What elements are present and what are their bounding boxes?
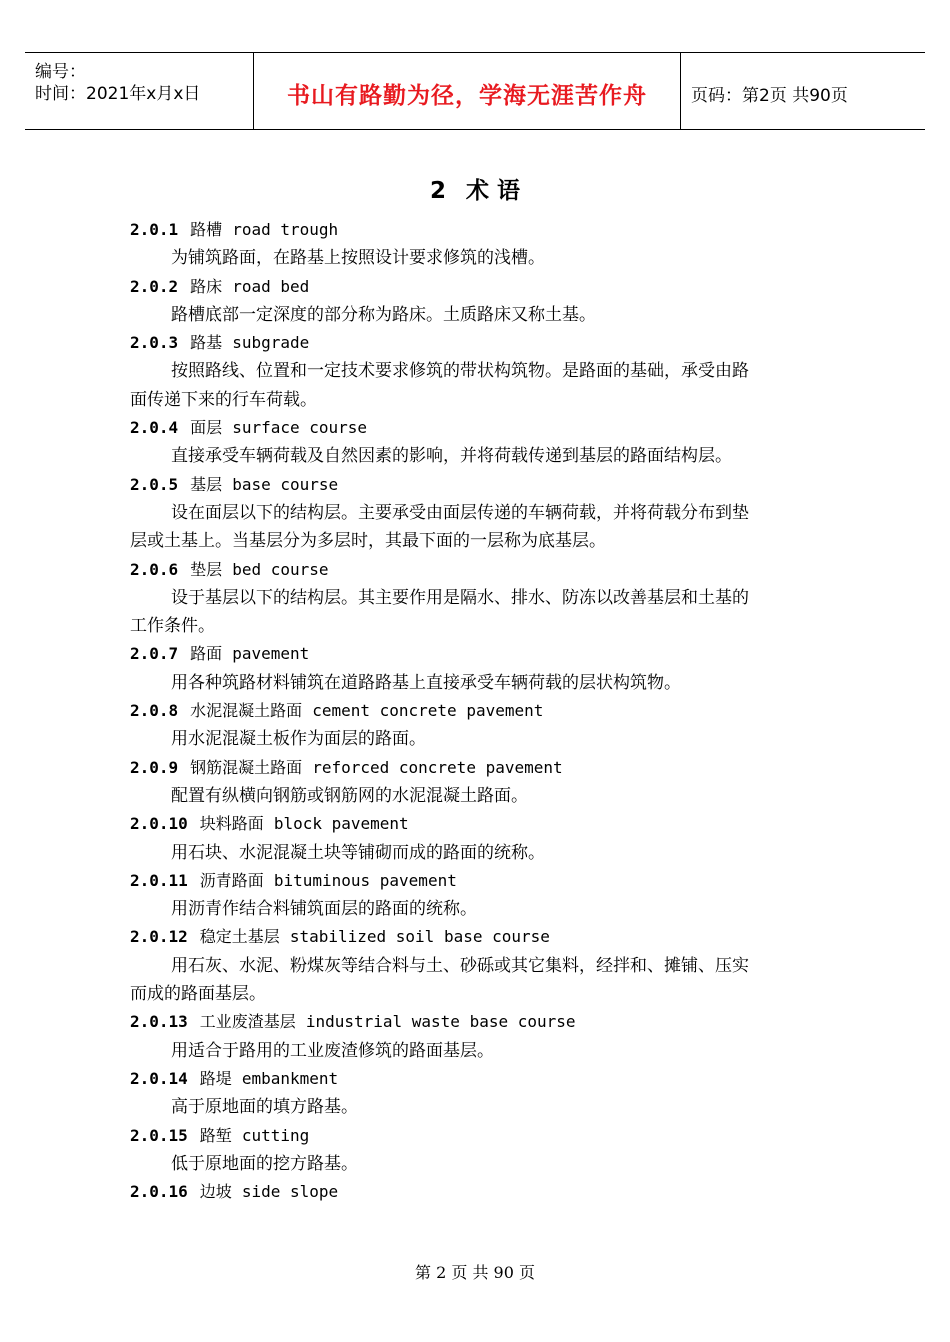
term-english: reforced concrete pavement	[312, 757, 563, 777]
term-definition	[130, 1037, 830, 1065]
term-number: 2.0.10	[130, 814, 188, 834]
section-title	[0, 172, 950, 205]
term-entry	[130, 810, 830, 838]
term-entry	[130, 697, 830, 725]
definition-line: 用水泥混凝土板作为面层的路面。	[171, 729, 426, 750]
term-entry	[130, 1065, 830, 1093]
term-number: 2.0.16	[130, 1182, 188, 1202]
term-chinese: 沥青路面	[199, 870, 264, 890]
term-entry	[130, 754, 830, 782]
definition-line: 为铺筑路面，在路基上按照设计要求修筑的浅槽。	[171, 248, 545, 269]
term-number: 2.0.15	[130, 1125, 188, 1145]
term-chinese: 钢筋混凝土路面	[190, 757, 303, 777]
page-label: 页码：第2页 共90页	[691, 86, 848, 106]
term-definition	[130, 669, 830, 697]
term-chinese: 路面	[190, 644, 223, 664]
term-chinese: 基层	[190, 474, 223, 494]
definition-line: 设于基层以下的结构层。其主要作用是隔水、排水、防冻以改善基层和土基的	[171, 587, 749, 608]
page-header	[25, 52, 925, 130]
term-chinese: 路基	[190, 333, 223, 353]
term-english: road bed	[232, 276, 310, 296]
term-chinese: 面层	[190, 418, 223, 438]
motto: 书山有路勤为径，学海无涯苦作舟	[287, 83, 647, 109]
section-heading: 术 语	[466, 178, 521, 204]
term-number: 2.0.12	[130, 927, 188, 947]
term-entry	[130, 1178, 830, 1206]
term-entry	[130, 556, 830, 584]
term-number: 2.0.13	[130, 1012, 188, 1032]
term-definition	[130, 1093, 830, 1121]
term-chinese: 边坡	[199, 1182, 232, 1202]
term-english: side slope	[241, 1182, 339, 1202]
term-number: 2.0.3	[130, 333, 179, 353]
definition-line: 层或土基上。当基层分为多层时，其最下面的一层称为底基层。	[130, 531, 606, 552]
term-english: surface course	[232, 418, 368, 438]
term-number: 2.0.14	[130, 1068, 188, 1088]
term-definition	[130, 357, 830, 414]
term-definition	[130, 584, 830, 641]
term-entry	[130, 216, 830, 244]
term-entry	[130, 329, 830, 357]
term-english: stabilized soil base course	[289, 927, 550, 947]
section-number: 2	[429, 178, 446, 204]
term-english: cement concrete pavement	[312, 701, 544, 721]
header-motto-cell	[253, 53, 681, 129]
term-english: pavement	[232, 644, 310, 664]
definition-line: 高于原地面的填方路基。	[171, 1097, 358, 1118]
term-definition	[130, 952, 830, 1009]
term-definition	[130, 244, 830, 272]
term-definition	[130, 442, 830, 470]
term-chinese: 块料路面	[199, 814, 264, 834]
term-entry	[130, 1122, 830, 1150]
definition-line: 用沥青作结合料铺筑面层的路面的统称。	[171, 899, 477, 920]
term-chinese: 工业废渣基层	[199, 1012, 296, 1032]
term-entry	[130, 923, 830, 951]
term-english: cutting	[241, 1125, 310, 1145]
term-english: bituminous pavement	[273, 870, 457, 890]
definition-line: 用石块、水泥混凝土块等铺砌而成的路面的统称。	[171, 842, 545, 863]
term-definition	[130, 725, 830, 753]
term-english: subgrade	[232, 333, 310, 353]
term-entry	[130, 414, 830, 442]
term-number: 2.0.9	[130, 757, 179, 777]
header-page-cell	[680, 53, 925, 129]
definition-line: 面传递下来的行车荷载。	[130, 389, 317, 410]
definition-line: 直接承受车辆荷载及自然因素的影响，并将荷载传递到基层的路面结构层。	[171, 446, 732, 467]
term-number: 2.0.1	[130, 220, 179, 239]
term-definition	[130, 782, 830, 810]
definition-line: 配置有纵横向钢筋或钢筋网的水泥混凝土路面。	[171, 785, 528, 806]
term-english: bed course	[232, 559, 329, 579]
term-chinese: 垫层	[190, 559, 223, 579]
number-label: 编号：	[35, 62, 86, 82]
term-entry	[130, 471, 830, 499]
term-number: 2.0.5	[130, 474, 179, 494]
term-chinese: 路槽	[190, 220, 223, 239]
term-english: industrial waste base course	[305, 1012, 576, 1032]
definition-line: 设在面层以下的结构层。主要承受由面层传递的车辆荷载，并将荷载分布到垫	[171, 502, 749, 523]
definition-line: 按照路线、位置和一定技术要求修筑的带状构筑物。是路面的基础，承受由路	[171, 361, 749, 382]
term-number: 2.0.2	[130, 276, 179, 296]
term-chinese: 水泥混凝土路面	[190, 701, 303, 721]
term-definition	[130, 301, 830, 329]
terms-list	[130, 216, 830, 1206]
definition-line: 而成的路面基层。	[130, 984, 266, 1005]
term-english: road trough	[232, 220, 339, 239]
term-number: 2.0.8	[130, 701, 179, 721]
definition-line: 用石灰、水泥、粉煤灰等结合料与土、砂砾或其它集料，经拌和、摊铺、压实	[171, 955, 749, 976]
definition-line: 路槽底部一定深度的部分称为路床。土质路床又称土基。	[171, 304, 596, 325]
definition-line: 工作条件。	[130, 616, 215, 637]
definition-line: 用各种筑路材料铺筑在道路路基上直接承受车辆荷载的层状构筑物。	[171, 672, 681, 693]
term-definition	[130, 895, 830, 923]
term-chinese: 路床	[190, 276, 223, 296]
term-entry	[130, 273, 830, 301]
term-number: 2.0.6	[130, 559, 179, 579]
term-number: 2.0.4	[130, 418, 179, 438]
term-entry	[130, 867, 830, 895]
page-footer: 第 2 页 共 90 页	[415, 1263, 535, 1282]
definition-line: 用适合于路用的工业废渣修筑的路面基层。	[171, 1040, 494, 1061]
header-meta	[25, 53, 253, 129]
definition-line: 低于原地面的挖方路基。	[171, 1153, 358, 1174]
term-chinese: 路堑	[199, 1125, 232, 1145]
term-english: embankment	[241, 1068, 339, 1088]
term-entry	[130, 1008, 830, 1036]
term-english: base course	[232, 474, 339, 494]
term-number: 2.0.11	[130, 870, 188, 890]
term-chinese: 稳定土基层	[199, 927, 280, 947]
term-number: 2.0.7	[130, 644, 179, 664]
term-definition	[130, 1150, 830, 1178]
term-chinese: 路堤	[199, 1068, 232, 1088]
time-label: 时间：2021年x月x日	[35, 84, 201, 104]
term-definition	[130, 499, 830, 556]
term-english: block pavement	[273, 814, 409, 834]
term-entry	[130, 640, 830, 668]
term-definition	[130, 839, 830, 867]
